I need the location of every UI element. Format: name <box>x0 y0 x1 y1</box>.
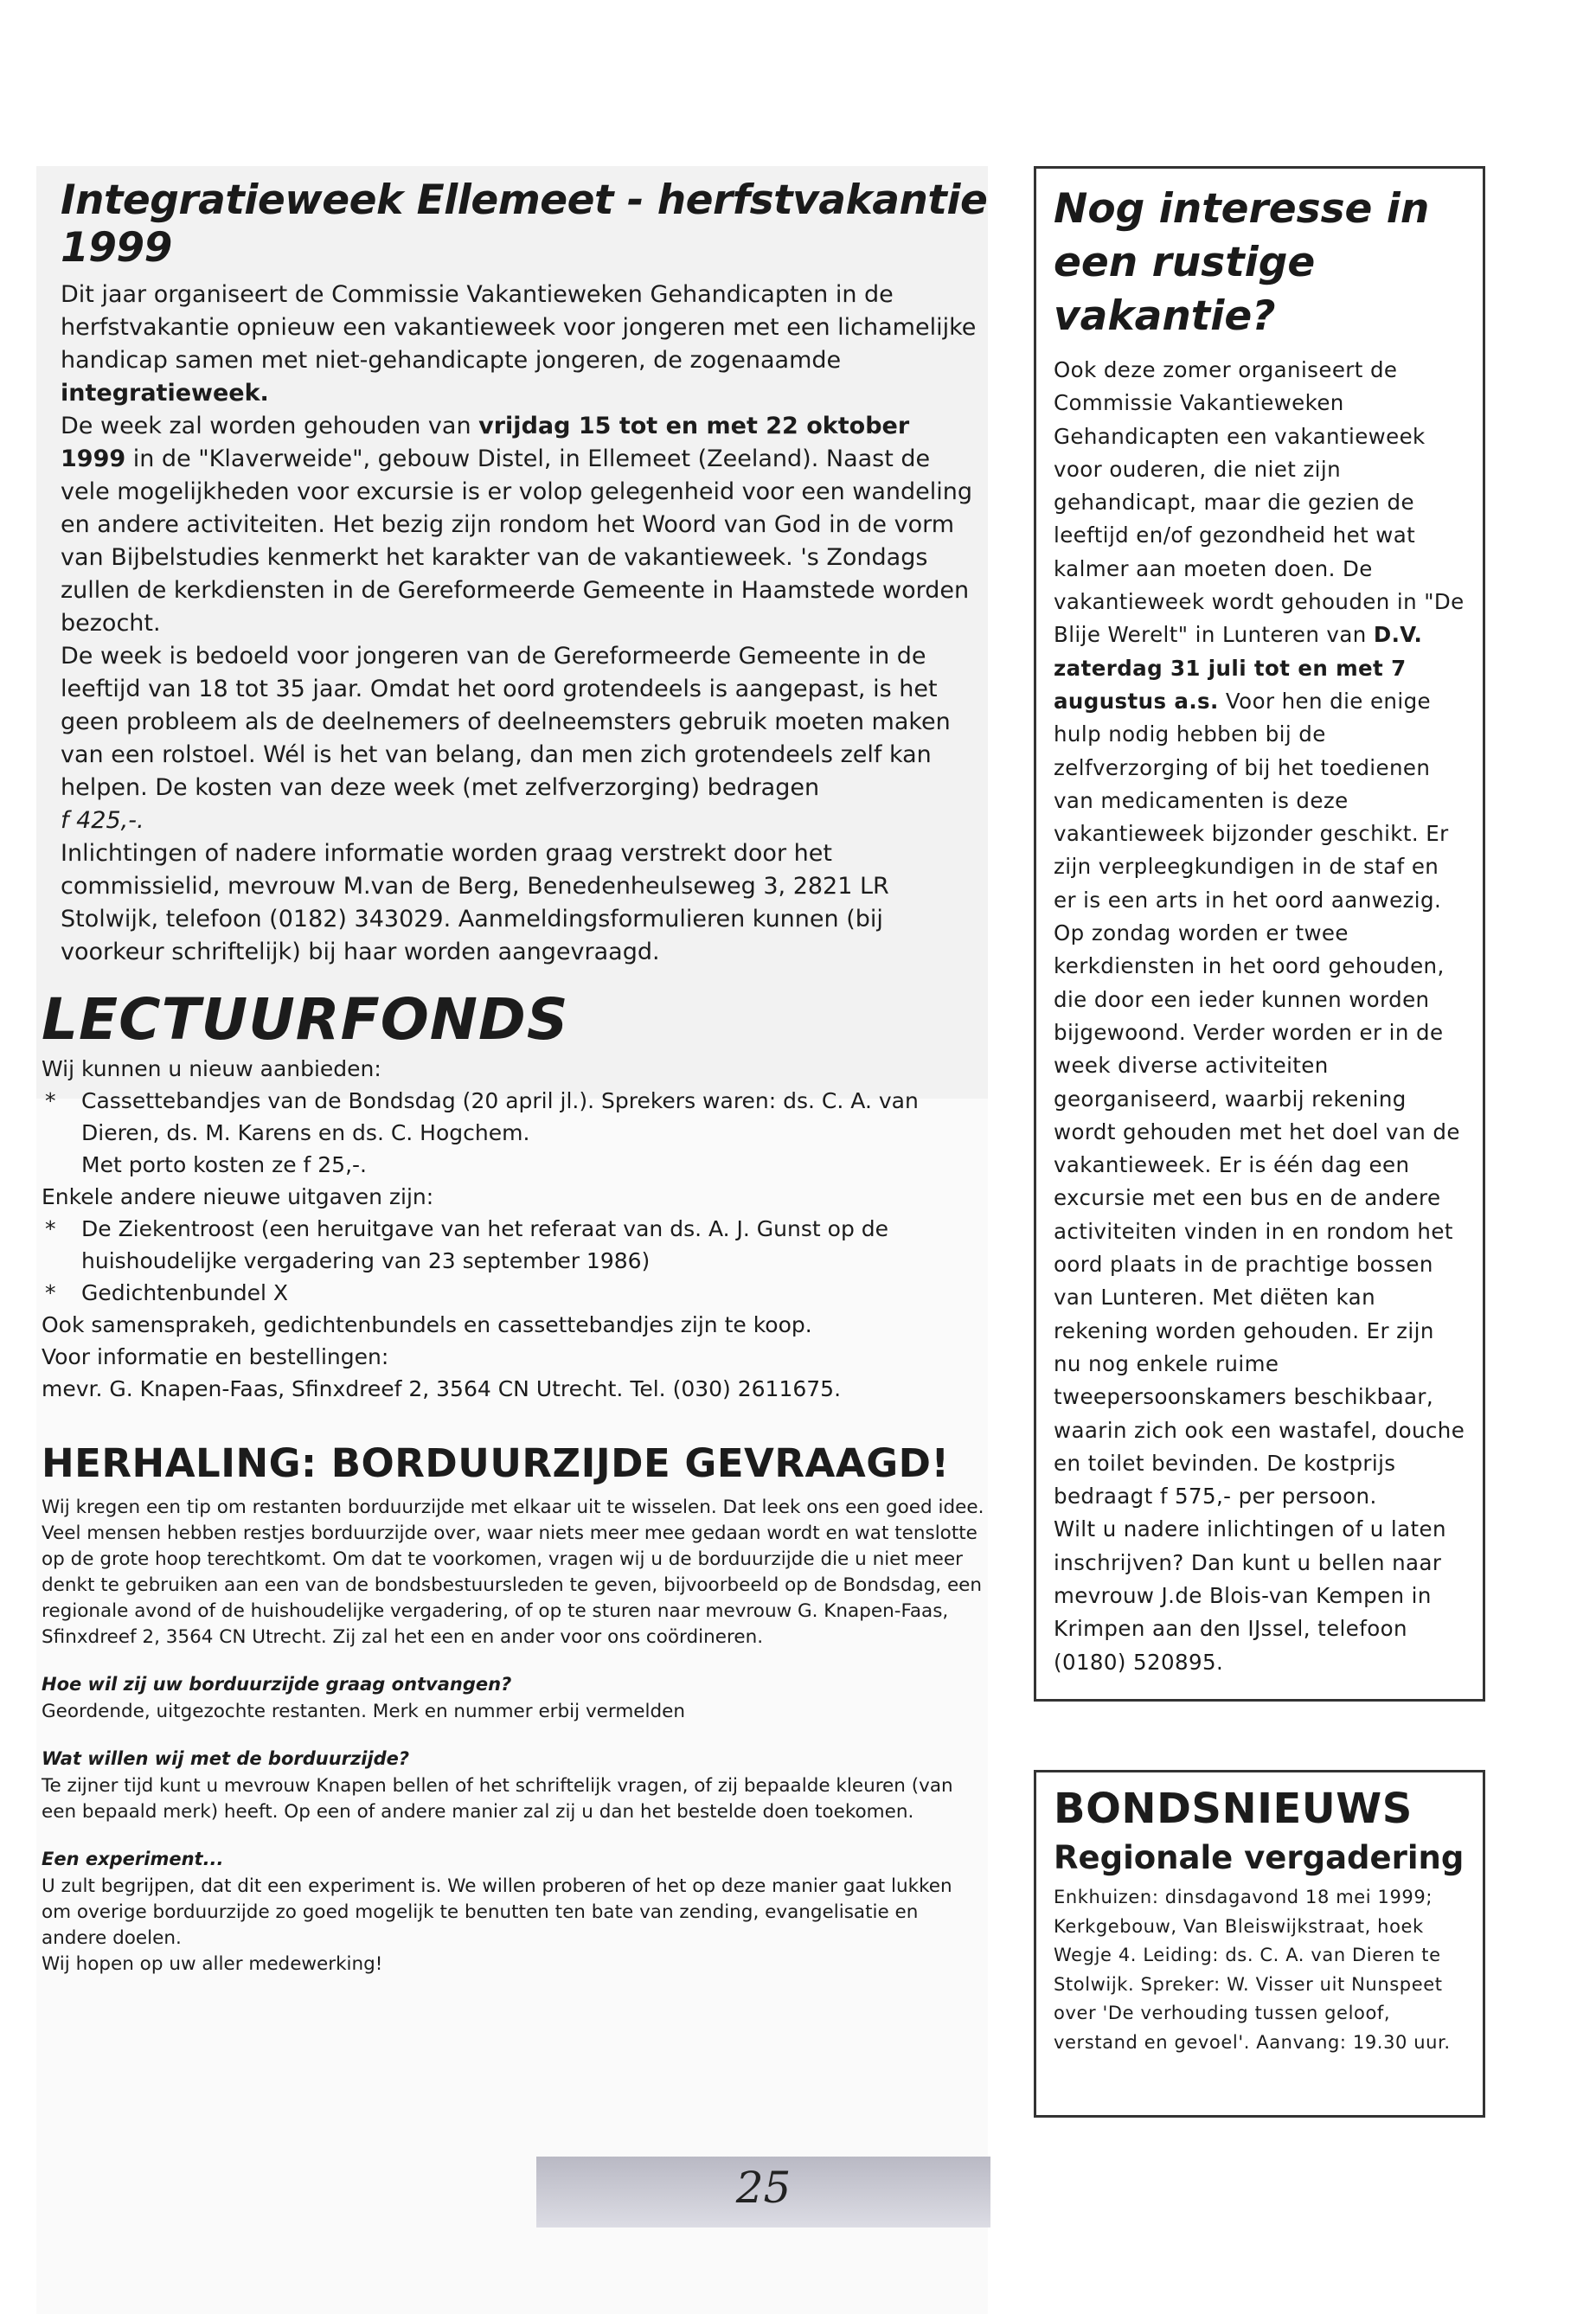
bullet-icon: * <box>45 1280 56 1305</box>
integratieweek-p3-text: De week is bedoeld voor jongeren van de Gereformeerde Gemeente in de leeftijd van 18 tot 35 jaar. Omdat het oord grotendeels is aangepast, is het geen probleem als de deelnemers of deelneemsters gebruik moeten maken van een rolstoel. Wél is het van belang, dan men zich grotendeels zelf kan helpen. De kosten van deze week (met zelfverzorging) bedragen <box>61 643 951 801</box>
lectuurfonds-item-2: De Ziekentroost (een heruitgave van het referaat van ds. A. J. Gunst op de huishoudelijke vergadering van 23 september 1986) <box>81 1216 889 1273</box>
herhaling-question-1: Hoe wil zij uw borduurzijde graag ontvangen? <box>42 1674 512 1695</box>
herhaling-answer-1: Geordende, uitgezochte restanten. Merk en nummer erbij vermelden <box>42 1701 685 1722</box>
integratieweek-p2-text-a: De week zal worden gehouden van <box>61 413 479 439</box>
list-item <box>42 1277 984 1309</box>
integratieweek-paragraph-2 <box>61 410 977 640</box>
bondsnieuws-title: BONDSNIEUWS <box>1054 1785 1413 1833</box>
herhaling-question-2: Wat willen wij met de borduurzijde? <box>42 1748 410 1769</box>
page-number: 25 <box>735 2163 792 2213</box>
herhaling-section <box>42 1440 984 1977</box>
lectuurfonds-title: LECTUURFONDS <box>42 986 569 1053</box>
integratieweek-p2-dates: vrijdag 15 tot en met 22 oktober 1999 <box>61 413 910 472</box>
lectuurfonds-intro: Wij kunnen u nieuw aanbieden: <box>42 1056 381 1081</box>
lectuurfonds-line-3: mevr. G. Knapen-Faas, Sfinxdreef 2, 3564 CN Utrecht. Tel. (030) 2611675. <box>42 1376 842 1401</box>
integratieweek-paragraph-4: Inlichtingen of nadere informatie worden graag verstrekt door het commissielid, mevrouw M.van de Berg, Benedenheulseweg 3, 2821 LR Stolwijk, telefoon (0182) 343029. Aanmeldingsformulieren kunnen (bij voorkeur schriftelijk) bij haar worden aangevraagd. <box>61 840 889 965</box>
integratieweek-article <box>36 163 988 969</box>
integratieweek-p1-bold: integratieweek. <box>61 380 269 407</box>
bondsnieuws-box <box>1034 1770 1485 2118</box>
lectuurfonds-line-2: Voor informatie en bestellingen: <box>42 1344 389 1369</box>
lectuurfonds-item-3: Gedichtenbundel X <box>81 1280 289 1305</box>
lectuurfonds-item-1: Cassettebandjes van de Bondsdag (20 april jl.). Sprekers waren: ds. C. A. van Dieren, ds. M. Karens en ds. C. Hogchem. <box>81 1088 919 1145</box>
interesse-dates: D.V. zaterdag 31 juli tot en met 7 augustus a.s. <box>1054 622 1423 714</box>
integratieweek-title: Integratieweek Ellemeet - herfstvakantie 1999 <box>61 176 988 272</box>
lectuurfonds-item-1-price: Met porto kosten ze f 25,-. <box>81 1152 367 1177</box>
herhaling-closing: Wij hopen op uw aller medewerking! <box>42 1953 383 1975</box>
integratieweek-paragraph-1 <box>61 279 977 410</box>
interesse-body-c: Voor hen die enige hulp nodig hebben bij de zelfverzorging of bij het toedienen van medicamenten is deze vakantieweek bijzonder geschikt. Er zijn verpleegkundigen in de staf en er is een arts in het oord aanwezig. Op zondag worden er twee kerkdiensten in het oord gehouden, die door een ieder kunnen worden bijgewoond. Verder worden er in de week diverse activiteiten georganiseerd, waarbij rekening wordt gehouden met het doel van de vakantieweek. Er is één dag een excursie met een bus en de andere activiteiten vinden in en rondom het oord plaats in de prachtige bossen van Lunteren. Met diëten kan rekening worden gehouden. Er zijn nu nog enkele ruime tweepersoonskamers beschikbaar, waarin zich ook een wastafel, douche en toilet bevinden. De kostprijs bedraagt f 575,- per persoon. <box>1054 688 1465 1510</box>
herhaling-title: HERHALING: BORDUURZIJDE GEVRAAGD! <box>42 1440 950 1486</box>
bullet-icon: * <box>45 1088 56 1113</box>
integratieweek-price: f 425,-. <box>61 807 144 834</box>
bondsnieuws-body: Enkhuizen: dinsdagavond 18 mei 1999; Kerkgebouw, Van Bleiswijkstraat, hoek Wegje 4. Leiding: ds. C. A. van Dieren te Stolwijk. Spreker: W. Visser uit Nunspeet over 'De verhouding tussen geloof, verstand en gevoel'. Aanvang: 19.30 uur. <box>1054 1887 1451 2053</box>
interesse-body-a: Ook deze zomer organiseert de Commissie Vakantieweken Gehandicapten een vakantieweek voor ouderen, die niet zijn gehandicapt, maar die gezien de leeftijd en/of gezondheid het wat kalmer aan moeten doen. De vakantieweek wordt gehouden in "De Blije Werelt" in Lunteren van <box>1054 357 1465 648</box>
lectuurfonds-section <box>42 986 984 1405</box>
lectuurfonds-line-1: Ook samensprakeh, gedichtenbundels en cassettebandjes zijn te koop. <box>42 1312 812 1337</box>
list-item <box>42 1213 984 1277</box>
herhaling-answer-2: Te zijner tijd kunt u mevrouw Knapen bellen of het schriftelijk vragen, of zij bepaalde kleuren (van een bepaald merk) heeft. Op een of andere manier zal zij u dan het bestelde doen toekomen. <box>42 1775 953 1823</box>
integratieweek-p2-text-c: in de "Klaverweide", gebouw Distel, in Ellemeet (Zeeland). Naast de vele mogelijkheden voor excursie is er volop gelegenheid voor een wandeling en andere activiteiten. Het bezig zijn rondom het Woord van God in de vorm van Bijbelstudies kenmerkt het karakter van de vakantieweek. 's Zondags zullen de kerkdiensten in de Gereformeerde Gemeente in Haamstede worden bezocht. <box>61 445 973 637</box>
lectuurfonds-mid: Enkele andere nieuwe uitgaven zijn: <box>42 1184 434 1209</box>
interesse-body <box>1054 354 1467 1679</box>
bondsnieuws-subtitle: Regionale vergadering <box>1054 1839 1465 1876</box>
integratieweek-p1-text: Dit jaar organiseert de Commissie Vakantieweken Gehandicapten in de herfstvakantie opnieuw een vakantieweek voor jongeren met een lichamelijke handicap samen met niet-gehandicapte jongeren, de zogenaamde <box>61 281 977 374</box>
interesse-title: Nog interesse in een rustige vakantie? <box>1054 185 1430 340</box>
list-item <box>42 1085 984 1149</box>
herhaling-answer-3: U zult begrijpen, dat dit een experiment is. We willen proberen of het op deze manier gaat lukken om overige borduurzijde zo goed mogelijk te benutten ten bate van zending, evangelisatie en andere doelen. <box>42 1875 952 1949</box>
integratieweek-paragraph-3 <box>61 640 977 837</box>
herhaling-question-3: Een experiment... <box>42 1849 224 1869</box>
herhaling-paragraph-1: Wij kregen een tip om restanten borduurzijde met elkaar uit te wisselen. Dat leek ons een goed idee. Veel mensen hebben restjes borduurzijde over, waar niets meer mee gedaan wordt en wat tenslotte op de grote hoop terechtkomt. Om dat te voorkomen, vragen wij u de borduurzijde die u niet meer denkt te gebruiken aan een van de bondsbestuursleden te geven, bijvoorbeeld op de Bondsdag, een regionale avond of de huishoudelijke vergadering, of op te sturen naar mevrouw G. Knapen-Faas, Sfinxdreef 2, 3564 CN Utrecht. Zij zal het een en ander voor ons coördineren. <box>42 1497 984 1648</box>
interesse-box <box>1034 166 1485 1702</box>
interesse-body-d: Wilt u nadere inlichtingen of u laten inschrijven? Dan kunt u bellen naar mevrouw J.de Blois-van Kempen in Krimpen aan den IJssel, telefoon (0180) 520895. <box>1054 1516 1446 1675</box>
bullet-icon: * <box>45 1216 56 1241</box>
